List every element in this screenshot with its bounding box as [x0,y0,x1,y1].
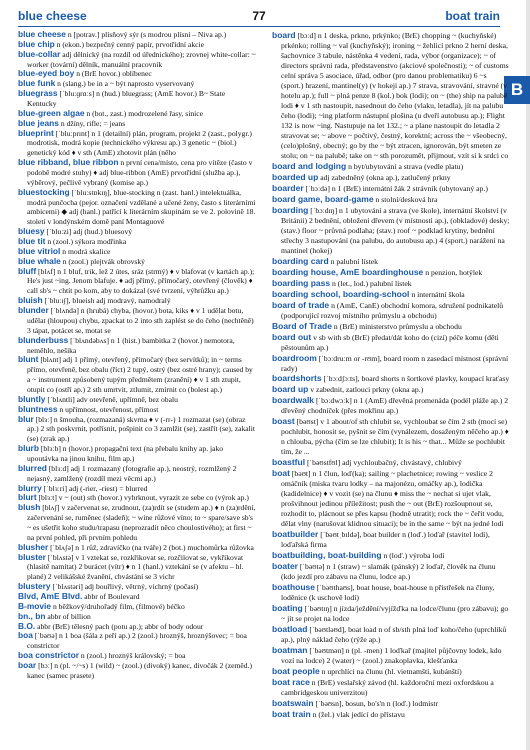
entry-definition: v sb with sb (BrE) předat/dát koho do (cizí) péče komu (děti pěstounům ap.) [281,332,499,352]
entry-headword: blue-collar [18,48,61,59]
entry-headword: blue jeans [18,117,59,128]
entry-headword: boardshorts [272,373,322,384]
entry-headword: boarding school, boarding-school [272,288,410,299]
entry-definition: [bəʊt] n 1 člun, loď(ka); sailing ~ plachetnice; rowing ~ veslice 2 omáčník (miska tvaru lodky – na majonézu, omáčky ap.), lodička (kadidelnice) ♦ v vozit (se) na člunu ♦ miss the ~ nechat si ujet vlak, prošvihnout jedinou příležitost; push the ~ out (BrE) rozšoupnout se, rozhodit to, plácnout se přes kapsu (hodně utratit); rock the ~ čeřit vodu, dělat vlny (narušovat klidnou situaci); be in the same ~ být na jedné lodi [281,469,504,529]
entry-headword: boatman [272,645,308,656]
entry-definition: adj dělnický (na rozdíl od úřednického); zrovnej white-collar: ~ worker (tovární) dělník, manuální pracovník [27,49,256,69]
dictionary-entry [18,306,256,336]
dictionary-entry [18,493,256,503]
dictionary-entry [18,464,256,484]
entry-definition: n (loď.) výroba lodí [383,551,445,561]
dictionary-entry [18,415,256,445]
entry-headword: bluff [18,265,37,276]
dictionary-entry [18,543,256,553]
entry-headword: boardroom [272,352,317,363]
dictionary-entry [272,550,510,561]
entry-headword: blue cheese [18,29,66,39]
dictionary-entry [18,129,256,159]
entry-definition: n [potrav.] plísňový sýr (s modrou plísní – Niva ap.) [67,30,227,39]
entry-headword: board game, board-game [272,193,374,204]
dictionary-entry [18,631,256,651]
dictionary-entry [272,353,510,374]
entry-headword: boa constrictor [18,650,79,661]
entry-headword: blue funk [18,78,56,89]
entry-definition: [blɜːd] adj 1 rozmazaný (fotografie ap.), neostrý, rozmlžený 2 nejasný, zamlžený (rozdíl mezi věcmi ap.) [27,463,237,483]
entry-headword: blue whale [18,255,61,266]
dictionary-entry [18,267,256,297]
dictionary-entry [18,188,256,227]
dictionary-entry [18,661,256,681]
entry-headword: blue tit [18,236,46,247]
dictionary-entry [272,709,510,720]
dictionary-entry [18,592,256,602]
dictionary-entry [18,553,256,583]
entry-definition: [ˈblʌndəbʌs] n 1 (hist.) bambitka 2 (hovor.) nemotora, neměhlo, nešika [27,335,235,355]
entry-headword: Blvd, AmE Blvd. [18,590,83,601]
entry-headword: boarding card [272,255,329,266]
entry-definition: [blɜːt] v ~ (out) sth (hovor.) vyhrknout, vyrazit ze sebe co (výrok ap.) [38,493,249,503]
entry-definition: [ˈbluːprɪnt] n 1 (detailní) plán, program, projekt 2 (zast., polygr.) modrotisk, modrá kopie (technického výkresu ap.) 3 genetic ~ (biol.) genetický kód ♦ v sth (AmE) zhotovit plán (něho [27,128,252,158]
entry-definition: [ˈbəʊtə] n 1 (straw) ~ slamák (pánský) 2 loďař, člověk na člunu (kdo jezdí pro zábavu na člunu, lodce ap.) [281,562,496,582]
dictionary-entry [272,278,510,289]
entry-headword: bluster [18,551,46,562]
entry-headword: boast [272,416,295,427]
entry-headword: blurred [18,462,47,473]
entry-definition: abbr of Boulevard [84,591,140,601]
entry-definition: n (zool.) sýkora modřinka [47,237,127,247]
dictionary-entry [272,194,510,205]
dictionary-entry [272,468,510,529]
entry-headword: boater [272,561,298,572]
entry-headword: boar [18,660,37,670]
dictionary-entry [272,582,510,603]
dictionary-entry [272,172,510,183]
page-edge-strip [526,0,530,750]
entry-definition: [ˈbəʊstfʊl] adj vychloubačný, chvástavý, chlubivý [306,458,462,468]
entry-headword: blue-eyed boy [18,68,75,79]
entry-headword: blunt [18,354,39,365]
entry-definition: n internátní škola [411,289,465,299]
entry-headword: B.O. [18,620,36,631]
dictionary-entry [272,677,510,698]
entry-definition: n (bot., zast.) modrozelené řasy, sinice [86,108,204,118]
dictionary-entry [272,666,510,677]
entry-definition: [ˈbluːzi] adj (hud.) bluesový [46,227,133,237]
entry-headword: boat [272,468,290,479]
dictionary-entry [272,267,510,278]
entry-headword: boarding house, AmE boardinghouse [272,266,424,277]
entry-definition: n první cena/místo, cena pro vítěze (často v podobě modré stuhy) ♦ adj blue-ribbon (AmE) prvotřídní (služba ap.), výběrový, pečlivě vybraný (komise ap.) [27,158,253,187]
entry-headword: board of trade [272,299,330,310]
entry-headword: blur [18,413,34,424]
entry-headword: board up [272,384,309,395]
dictionary-entry [272,300,510,321]
entry-definition: [ˈblʌndə] n (hrubá) chyba, (hovor.) bota, kiks ♦ v 1 udělat botu, udělat (hloupou) chybu, zpackat to 2 into sth zaplést se do čeho (nechtěně) 3 tápat, potácet se, motat se [27,306,254,335]
dictionary-entry [272,603,510,624]
entry-definition: n uprchlíci na člunu (hl. vietnamští, kubánští) [321,667,462,677]
dictionary-entry [18,622,256,632]
dictionary-entry [272,416,510,457]
entry-headword: bn., bn [18,610,46,621]
entry-headword: boat race [272,677,310,688]
dictionary-entry [272,256,510,267]
entry-headword: board [272,30,296,40]
entry-definition: [ˈbəʊtɪŋ] n jízda/ježdění/vyjížďka na lodce/člunu (pro zábavu); go ~ jít se projet na lodce [281,604,509,624]
dictionary-entry [272,332,510,353]
entry-definition: n (AmE, CanE) obchodní komora, sdružení podnikatelů (podporující rozvoj místního průmyslu a obchodu) [281,300,504,320]
entry-definition: n běžkový/druhořadý film, (filmové) béčko [52,601,185,611]
entry-headword: bluegrass [18,88,58,99]
entry-definition: n palubní lístek [330,256,379,266]
entry-definition: [blʌf] n 1 bluf, trik, lež 2 útes, sráz (strmý) ♦ v blafovat (v kartách ap.); He's just ~ing. Jenom blafuje. ♦ adj přímý, přímočarý, otevřený (člověk) ♦ call sb's ~ chtít po kom, aby to dokázal (své tvrzení, výhrůžku ap.) [27,266,255,296]
header-right-guideword: boat train [445,9,500,23]
entry-headword: boardwalk [272,395,315,406]
dictionary-entry [18,158,256,188]
entry-headword: bluntness [18,403,58,414]
entry-headword: blueprint [18,127,54,138]
dictionary-entry [272,321,510,332]
dictionary-entry [272,645,510,666]
entry-definition: n (slang.) be in a ~ být naprosto vyservovaný [57,79,195,89]
page-header [18,8,500,27]
dictionary-entry [18,602,256,612]
dictionary-entry [272,698,510,709]
entry-definition: [ˈbəʊə] n 1 boa (šála z peří ap.) 2 (zool.) hroznýš, hroznýšovec; = boa constrictor [27,631,247,651]
entry-definition: [blɜːb] n (hovor.) propagační text (na přebalu knihy ap. jako upoutávka na jinou knihu, film ap.) [27,444,224,463]
entry-headword: bluntly [18,393,46,404]
entry-headword: blunderbuss [18,334,69,345]
dictionary-entry [272,561,510,582]
entry-definition: [ˈbəʊtmən] n (pl. -men) 1 loďkař (majitel půjčovny lodek, kdo vozí na lodce) 2 (water) ~ (zool.) znakoplavka, klešťanka [281,646,502,666]
entry-definition: [ˈbəʊtləʊd], boat load n of sb/sth plná loď koho/čeho (uprchlíků ap.), plný náklad čeho (rýže ap.) [281,625,507,645]
dictionary-entry [272,457,510,468]
entry-definition: [ˈbluːɡrɑːs] n (hud.) bluegrass; (AmE hovor.) B~ State Kentucky [27,89,226,109]
entry-headword: boarded up [272,171,319,182]
entry-headword: blue vitriol [18,245,61,256]
entry-definition: n (zool.) hroznýš královský; = boa [80,651,186,661]
dictionary-entry [18,257,256,267]
dictionary-entry [272,373,510,384]
entry-definition: [bəʊst] v 1 about/of sth chlubit se, vychloubat se čím 2 sth (mocí se) pochlubit, honosit se, pyšnit se čím (vynálezem, dosaženým něčeho ap.) ♦ n chlouba, pýcha (čím se lze chlubit); It is his ~ that... Může se pochlubit tím, že ... [281,417,509,457]
entry-definition: [ˈbɔːdə] n 1 (BrE) internátní žák 2 strávník (ubytovaný ap.) [305,183,488,193]
entry-definition: [ˈbluːstɒkɪŋ], blue-stocking n (zast. hanl.) intelektuálka, modrá punčocha (pejor. označení vzdělané a učené ženy, často s literárními ambicemi) ◆ adj (hanl.) patřící k literárním skupinám se ve 2. polovině 18. století v londýnském domě paní Montaguové [27,187,256,227]
dictionary-entry [272,205,510,256]
entry-definition: [blʌʃ] v začervenat se, zrudnout, (za)rdít se (studem ap.) ♦ n (za)rdění, začervenání se, ruměnec (sladeň); ~ wine růžové víno; to ~ spare/save sb's ~ es ušetřit koho studu/trapasu (neprozradit něco choulostivého); at first ~ na první pohled, při prvním pohledu [27,503,256,542]
entry-definition: [ˈbɔːdʃɔːts], board shorts n šortkové plavky, koupací kraťasy [323,374,510,384]
dictionary-entry [18,355,256,394]
dictionary-entry [18,503,256,542]
entry-definition: [ˈblʌstəri] adj bouřlivý, větrný, vichrný (počasí) [52,582,199,592]
entry-headword: bluish [18,295,43,306]
entry-definition: [ˈbəʊthaʊs], boat house, boat-house n přístřešek na čluny, loděnice (k uschově lodí) [281,583,495,603]
entry-headword: blurb [18,443,39,454]
entry-definition: [ˈbɔːdɪŋ] n 1 ubytování a strava (ve škole), internátní školství (v Británii) 2 bednění, obložení dřevem (v místnosti ap.), (obkladové) desky; (stav.) floor ~ průvná podlaha; (stav.) roof ~ podklad krytiny, bednění střechy 3 nastupování (na palubu, do autobusu ap.) 4 (sport.) narážení na mantinel (hokej) [281,205,510,255]
entry-headword: boastful [272,457,306,468]
dictionary-entry [272,529,510,550]
entry-headword: boarding [272,204,309,215]
entry-headword: blustery [18,581,51,592]
entry-headword: blue ribband, blue ribbon [18,157,119,168]
entry-headword: boarder [272,182,304,193]
entry-definition: [blʌnt] adj 1 přímý, otevřený, přímočarý (bez servítků); in ~ terms přímo, otevřeně, bez obalu (říct) 2 tupý, ostrý (bez ostré hrany); caused by a ~ instrument způsobený tupým předmětem (zranění) ♦ v 1 sth ztupit, otupit co (ostří ap.) 2 sth umrtvit, ztlumit, zmírnit co (bolest ap.) [27,355,253,394]
entry-definition: n (žel.) vlak jedící do přístavu [312,709,405,719]
entry-definition: n modrá skalice [62,246,111,256]
entry-definition: [bɔːd] n 1 deska, prkno, prkýnko; (BrE) chopping ~ (kuchyňské) prkénko; rolling ~ val (kuchyňský); ironing ~ žehlicí prkno 2 herní deska, šachovnice 3 tabule, nástěnka 4 vedení, rada, výbor (organizace); ~ of directors správní rada, představenstvo (akciové společnosti); ~ of customs celní správa 5 asociace, úřad, odbor (pro danou problematiku) 6 ~s (sport.) hrazení, mantinel(y) (v hokeji ap.) 7 strava, stravování, stravné (v hotelu ap.); full ~ plná penze 8 (kol.) bok (lodi); on ~ (the) ship na palubě lodi ♦ v 1 sth nastoupit, nasednout do čeho (vlaku, letadla), jít na palubu čeho (lodi); ~ing platform nástupní plošina (u dveří autobusu ap.); Flight 132 is now ~ing. Nastupuje na let 132.; ~ a plane nastoupit do letadla 2 stravovat se; ~ above ~ počtivý, čestný, korektní; across the ~ všeobecný, (celo)plošný, obecný; go by the ~ být ztracen, ignorován, být smeten ze stolu; on ~ na palubě; take on ~ sth porozumět, přijmout, vzít si k srdci co [281,31,509,160]
entry-headword: blusher [18,541,49,552]
entry-definition: n stolní/desková hra [375,194,438,204]
letter-thumb-tab: B [504,76,530,104]
entry-headword: Board of Trade [272,320,332,331]
entry-definition: [bɔː] n (pl. ~/~s) 1 (wild) ~ (zool.) (divoký) kanec, divočák 2 (zeměd.) kanec (samec prasete) [27,661,252,680]
entry-definition: [ˈblʌʃə] n 1 růž, zdravíčko (na tváře) 2 (bot.) muchomůrka růžovka [50,542,254,552]
dictionary-entry [272,395,510,416]
entry-headword: boat people [272,666,320,677]
entry-definition: n (BrE) ministerstvo průmyslu a obchodu [333,321,462,331]
entry-definition: n (ekon.) bezpečný cenný papír, prvotřídní akcie [56,39,204,49]
header-left-guideword: blue cheese [18,9,87,23]
dictionary-entry [18,336,256,356]
entry-headword: boarding pass [272,277,331,288]
entry-headword: boat train [272,708,311,719]
entry-definition: abbr of billion [47,611,91,621]
entry-headword: blue-green algae [18,107,85,118]
entry-headword: boatswain [272,698,314,708]
entry-headword: boating [272,603,303,614]
entry-definition: n džíny, rifle; = jeans [60,118,126,128]
dictionary-entry [18,89,256,109]
dictionary-entry [18,444,256,464]
entry-definition: n (let., lod.) palubní lístek [332,278,412,288]
entry-headword: bluesy [18,226,45,237]
entry-headword: boatload [272,624,308,635]
entry-headword: boatbuilder [272,529,319,540]
entry-definition: [ˈbɔːdruːm or -rʊm], board room n zasedací místnost (správní rady) [281,353,509,373]
dictionary-entry [18,296,256,306]
entry-definition: n penzion, hotýlek [425,267,483,277]
page-number: 77 [252,9,266,23]
right-column [272,30,510,720]
left-column [18,30,256,681]
dictionary-entry [18,612,256,622]
entry-headword: blush [18,502,41,513]
dictionary-entry [272,289,510,300]
entry-definition: [ˈbɔːdwɔːk] n 1 (AmE) dřevěná promenáda (podél pláže ap.) 2 dřevěný chodníček (přes mokřinu ap.) [281,396,509,416]
entry-definition: n (BrE) veslařský závod (hl. každoroční mezi oxfordskou a cambridgeskou univerzitou) [281,678,494,698]
entry-definition: n (BrE hovor.) oblíbenec [76,69,152,79]
entry-definition: n byt/ubytování a strava (vedle platu) [348,161,464,171]
entry-headword: blurry [18,482,42,493]
entry-definition: [ˈbəʊsn], bosun, bo's'n n (loď.) lodmistr [315,699,439,708]
dictionary-entry [18,50,256,70]
entry-definition: [ˈblʌstə] v 1 vztekat se, rozkřikovat se, rozčilovat se, vykřikovat (hlasitě namítat) 2 burácet (vítr) ♦ n 1 (hanl.) vztekání se (v afektu – hl. plané) 2 velikášské žvanění, chvástání se 3 vichr [27,552,244,582]
entry-headword: boatbuilding, boat-building [272,550,382,561]
entry-definition: v zabednit, zatlouci prkny (okna ap.) [310,385,424,395]
dictionary-entry [18,651,256,661]
dictionary-entry [18,227,256,237]
entry-headword: board and lodging [272,160,347,171]
entry-headword: bluestocking [18,186,70,197]
dictionary-entry [18,405,256,415]
dictionary-entry [18,484,256,494]
entry-headword: blue chip [18,38,55,49]
entry-definition: adj zabedněný (okna ap.), zatlučený prkny [320,172,451,182]
dictionary-entry [272,624,510,645]
entry-definition: [blɜː] n šmouha, (rozmazaná) skvrna ♦ v (-rr-) 1 rozmazat (se) (obraz ap.) 2 sth poskvrnit, potřísnit, pošpinit co 3 zamlžit (se), zastřít (se), zakalit (se) (zrak ap.) [27,414,255,444]
dictionary-entry [272,384,510,395]
entry-headword: boa [18,630,33,641]
entry-definition: [ˈbəʊtˌbɪldə], boat builder n (loď.) loďař (stavitel lodí), loďařská firma [281,530,490,550]
dictionary-entry [272,30,510,161]
entry-headword: blunder [18,305,49,316]
dictionary-entry [272,161,510,172]
entry-definition: abbr (BrE) tělesný pach (potu ap.); abbr of body odour [37,621,204,631]
dictionary-entry [272,183,510,194]
entry-definition: [ˈblʌntli] adv otevřeně, upřímně, bez obalu [47,394,178,404]
entry-definition: n upřímnost, otevřenost, přímost [59,404,159,414]
entry-definition: [ˈbluːɪʃ], blueish adj modravý, namodralý [44,296,171,306]
entry-headword: blurt [18,492,37,503]
entry-headword: B-movie [18,600,52,611]
entry-definition: [ˈblɜːri] adj (-rier, -riest) = blurred [43,483,148,493]
entry-headword: board out [272,331,312,342]
entry-definition: n (zool.) plejtvák obrovský [62,256,145,266]
entry-headword: boathouse [272,582,315,593]
